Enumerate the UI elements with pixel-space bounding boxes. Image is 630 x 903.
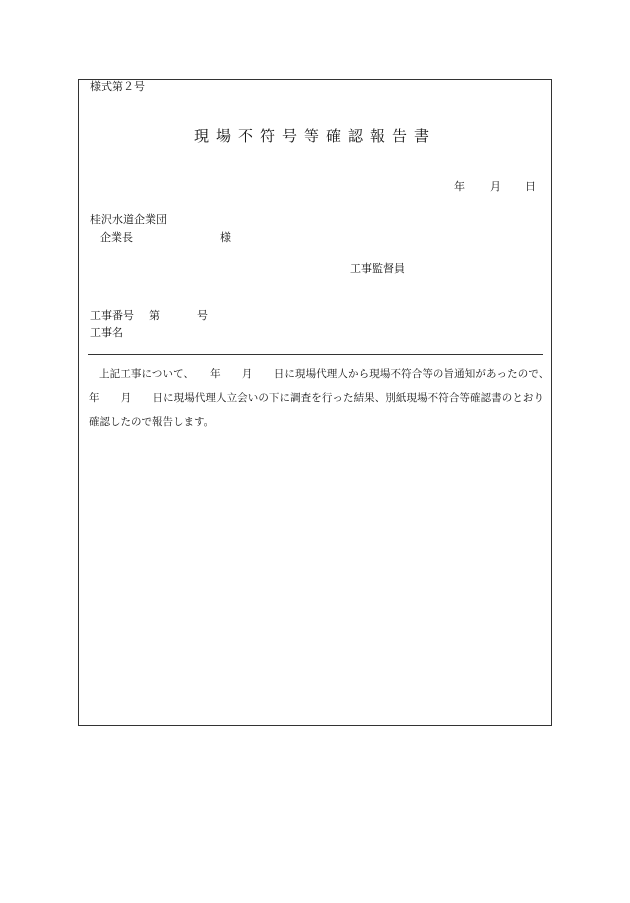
- divider: [88, 354, 543, 355]
- form-frame: [78, 79, 565, 726]
- work-number-prefix: 第: [149, 309, 160, 322]
- date-year: 年: [454, 180, 465, 193]
- date-day: 日: [525, 180, 536, 193]
- document-title: 現場不符号等確認報告書: [193, 127, 436, 145]
- honorific: 様: [220, 231, 231, 244]
- report-body: 上記工事について、 年 月 日に現場代理人から現場不符合等の旨通知があったので、 年 月 日に現場代理人立会いの下に調査を行った結果、別紙現場不符合等確認書のとおり確認したので報告します。: [89, 368, 565, 428]
- work-number-suffix: 号: [197, 309, 208, 322]
- addressee-org: 桂沢水道企業団: [90, 213, 167, 226]
- form-number: 様式第２号: [90, 80, 145, 93]
- date-month: 月: [490, 180, 501, 193]
- addressee-title: 企業長: [100, 231, 133, 244]
- work-number-label: 工事番号: [90, 309, 134, 322]
- supervisor-label: 工事監督員: [350, 262, 405, 275]
- work-name-label: 工事名: [90, 326, 123, 339]
